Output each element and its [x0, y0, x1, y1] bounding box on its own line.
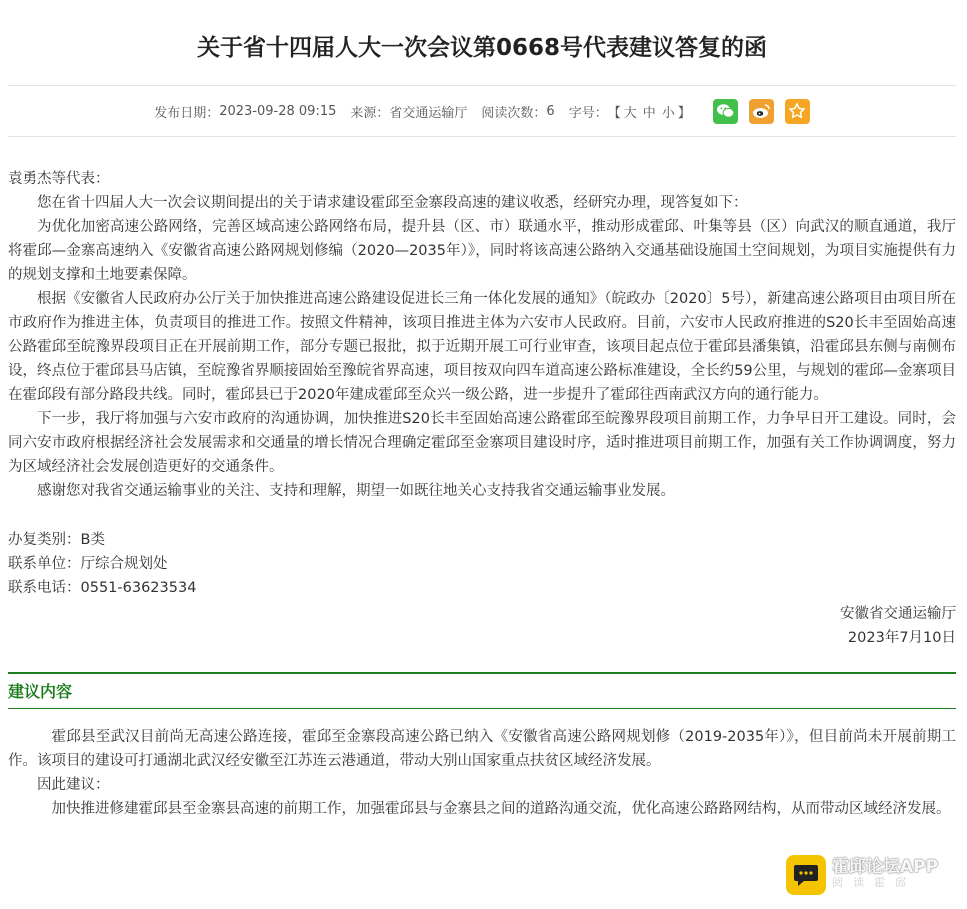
share-buttons — [713, 99, 810, 124]
reply-category: 办复类别：B类 — [8, 532, 105, 548]
font-medium-link[interactable]: 中 — [642, 105, 656, 121]
suggestion-paragraph: 因此建议： — [37, 777, 110, 793]
favorite-star-icon[interactable] — [785, 99, 810, 124]
contact-info — [8, 528, 956, 600]
page-title: 关于省十四届人大一次会议第0668号代表建议答复的函 — [196, 35, 767, 61]
paragraph: 感谢您对我省交通运输事业的关注、支持和理解，期望一如既往地关心支持我省交通运输事业发展。 — [37, 483, 675, 499]
signature-date: 2023年7月10日 — [847, 630, 956, 646]
views-label: 阅读次数： — [481, 105, 547, 121]
salutation: 袁勇杰等代表： — [8, 171, 110, 187]
contact-unit: 联系单位：厅综合规划处 — [8, 556, 168, 572]
paragraph: 您在省十四届人大一次会议期间提出的关于请求建设霍邱至金寨段高速的建议收悉，经研究办理，现答复如下： — [37, 195, 748, 211]
views-count: 6 — [546, 103, 555, 119]
watermark-title: 霍邱论坛APP — [832, 857, 939, 877]
signature-org: 安徽省交通运输厅 — [840, 606, 956, 622]
signature — [8, 602, 956, 650]
paragraph: 为优化加密高速公路网络，完善区域高速公路网络布局，提升县（区、市）联通水平，推动形成霍邱、叶集等县（区）向武汉的顺直通道，我厅将霍邱—金寨高速纳入《安徽省高速公路网规划修编（2020—2035年）》，同时将该高速公路纳入交通基础设施国土空间规划，为项目实施提供有力的规划支撑和土地要素保障。 — [8, 219, 956, 283]
wechat-icon[interactable] — [713, 99, 738, 124]
publish-date: 2023-09-28 09:15 — [219, 103, 337, 119]
suggestion-content — [8, 725, 956, 821]
section-heading: 建议内容 — [8, 674, 956, 709]
font-small-link[interactable]: 小 — [661, 105, 675, 121]
font-size-label: 字号： — [568, 105, 608, 121]
watermark-chat-icon — [786, 855, 826, 895]
contact-phone: 联系电话：0551-63623534 — [8, 580, 197, 596]
date-label: 发布日期： — [154, 105, 220, 121]
suggestion-paragraph: 加快推进修建霍邱县至金寨县高速的前期工作，加强霍邱县与金寨县之间的道路沟通交流，优化高速公路路网结构，从而带动区域经济发展。 — [51, 801, 951, 817]
watermark — [786, 853, 956, 897]
watermark-subtitle: 阅读霍邱 — [832, 876, 916, 889]
paragraph: 下一步，我厅将加强与六安市政府的沟通协调，加快推进S20长丰至固始高速公路霍邱至皖豫界段项目前期工作，力争早日开工建设。同时，会同六安市政府根据经济社会发展需求和交通量的增长情况合理确定霍邱至金寨项目建设时序，适时推进项目前期工作，加强有关工作协调调度，努力为区域经济社会发展创造更好的交通条件。 — [8, 411, 956, 475]
source-label: 来源： — [350, 105, 390, 121]
font-large-link[interactable]: 大 — [623, 105, 637, 121]
article-meta — [8, 86, 956, 136]
font-size-switcher: 【 大 中 小 】 — [607, 105, 691, 121]
weibo-icon[interactable] — [749, 99, 774, 124]
meta-divider — [8, 136, 956, 137]
article-body — [8, 167, 956, 503]
source-value: 省交通运输厅 — [389, 105, 468, 121]
paragraph: 根据《安徽省人民政府办公厅关于加快推进高速公路建设促进长三角一体化发展的通知》（皖政办〔2020〕5号），新建高速公路项目由项目所在市政府作为推进主体，负责项目的推进工作。按照文件精神，该项目推进主体为六安市人民政府。目前，六安市人民政府推进的S20长丰至固始高速公路霍邱至皖豫界段项目正在开展前期工作，部分专题已报批，拟于近期开展工可行业审查，该项目起点位于霍邱县潘集镇，沿霍邱县东侧与南侧布设，终点位于霍邱县马店镇，至皖豫省界顺接固始至豫皖省界高速，项目按双向四车道高速公路标准建设，全长约59公里，与规划的霍邱—金寨项目在霍邱段有部分路段共线。同时，霍邱县已于2020年建成霍邱至众兴一级公路，进一步提升了霍邱往西南武汉方向的通行能力。 — [8, 291, 956, 403]
article-page — [8, 0, 956, 821]
suggestion-paragraph: 霍邱县至武汉目前尚无高速公路连接，霍邱至金寨段高速公路已纳入《安徽省高速公路网规划修（2019-2035年）》，但目前尚未开展前期工作。该项目的建设可打通湖北武汉经安徽至江苏连云港通道，带动大别山国家重点扶贫区域经济发展。 — [8, 729, 956, 769]
